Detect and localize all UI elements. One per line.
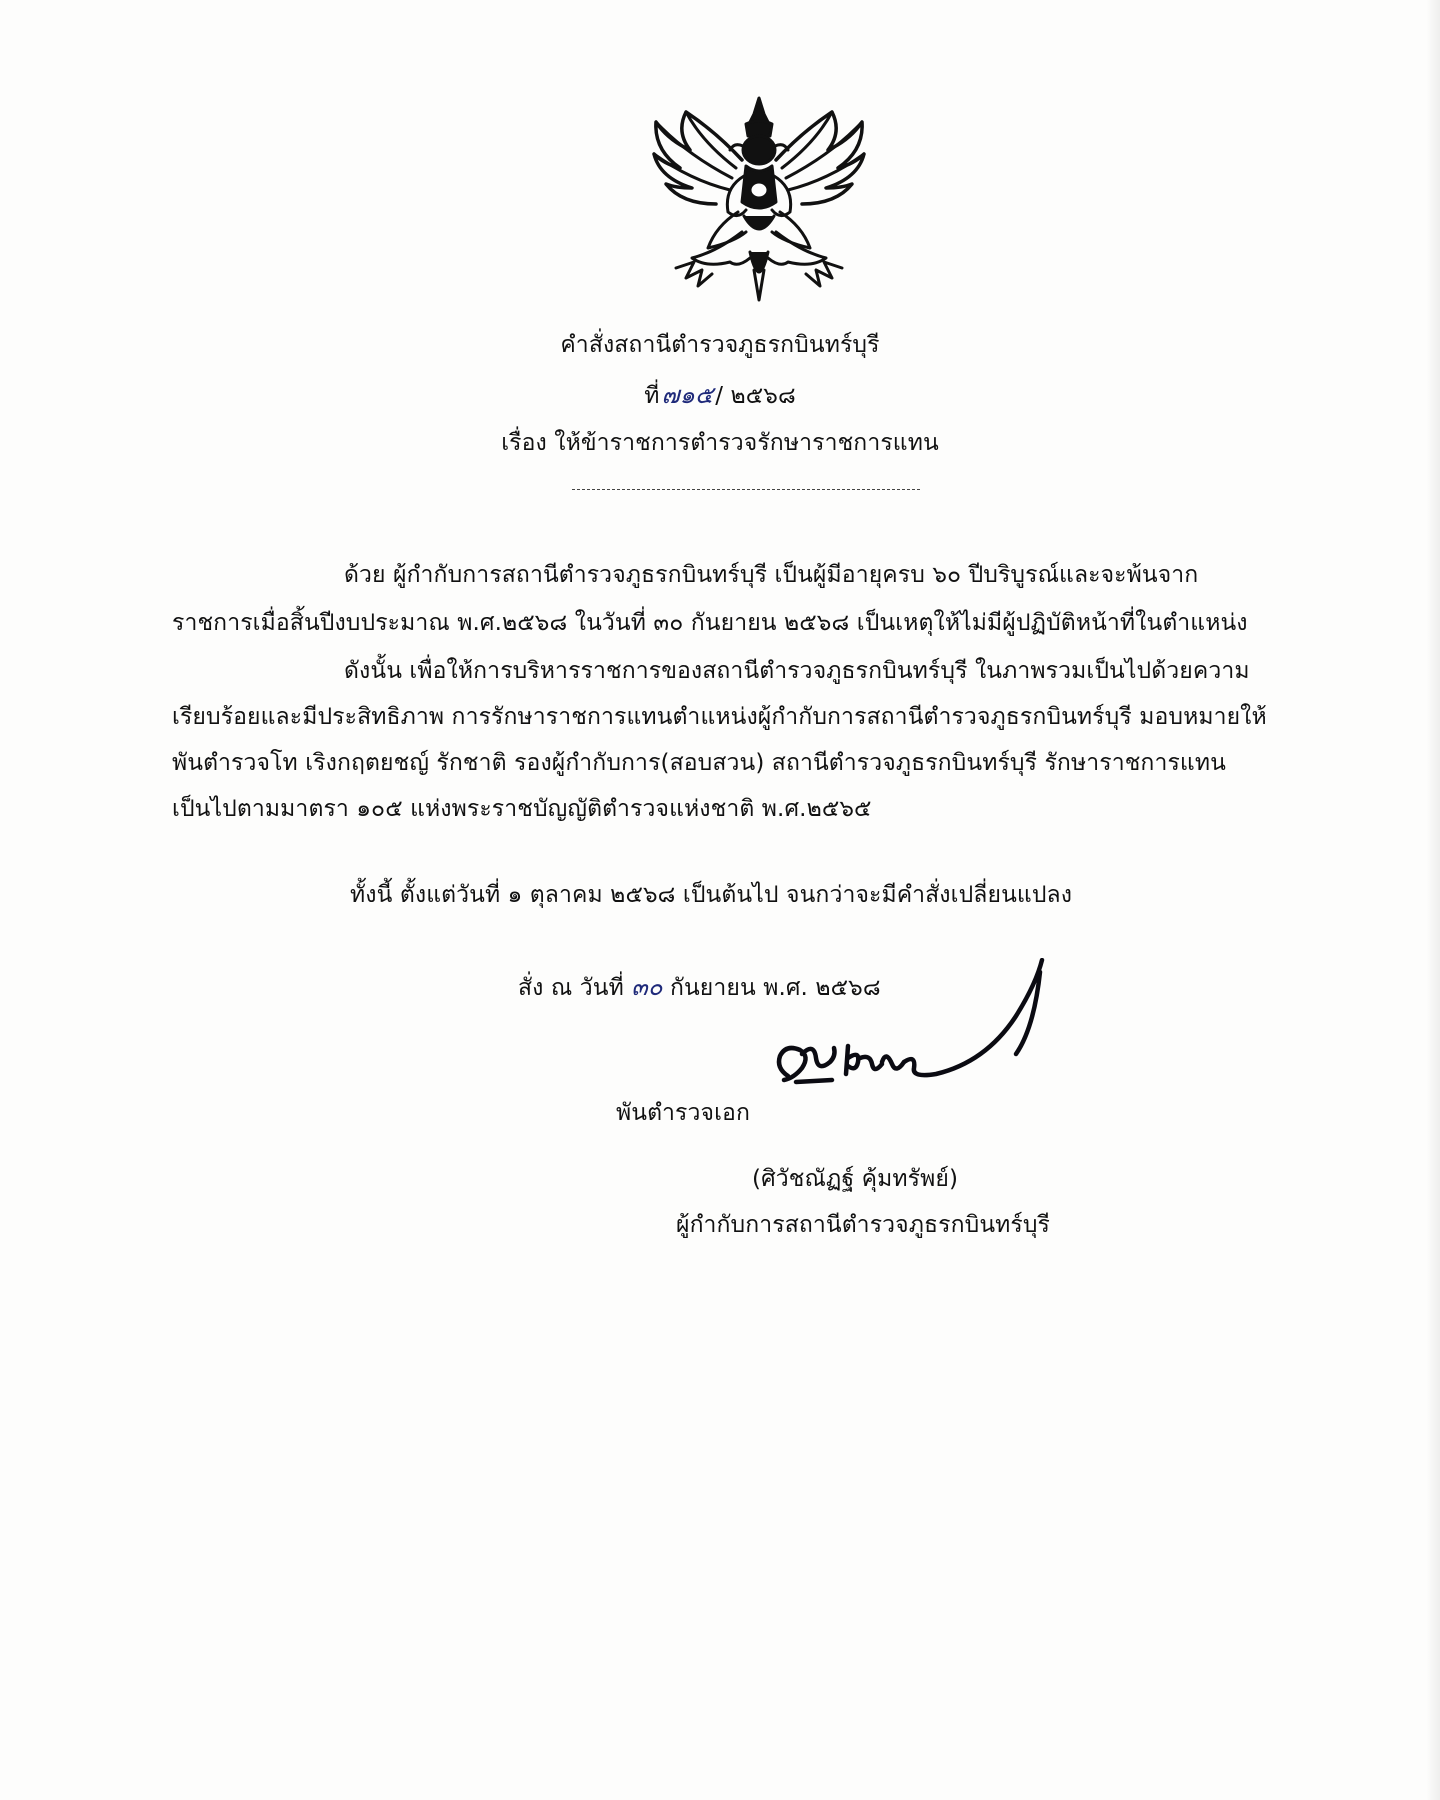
body-paragraph-2-line-1: ดังนั้น เพื่อให้การบริหารราชการของสถานีตำรวจภูธรกบินทร์บุรี ในภาพรวมเป็นไปด้วยความ (344, 658, 1250, 684)
body-paragraph-3-line-1: ทั้งนี้ ตั้งแต่วันที่ ๑ ตุลาคม ๒๕๖๘ เป็นต้นไป จนกว่าจะมีคำสั่งเปลี่ยนแปลง (350, 882, 1073, 908)
order-subject: เรื่อง ให้ข้าราชการตำรวจรักษาราชการแทน (501, 430, 939, 456)
order-number (0, 380, 1440, 411)
page-edge-shadow (1426, 0, 1440, 1800)
signature-handwritten (736, 958, 1056, 1108)
order-number-handwritten: ๗๑๕ (661, 381, 714, 409)
body-paragraph-2-line-3: พันตำรวจโท เริงกฤตยชญ์ รักชาติ รองผู้กำกับการ(สอบสวน) สถานีตำรวจภูธรกบินทร์บุรี รักษาราชการแทน (172, 750, 1226, 776)
order-date-prefix: สั่ง ณ วันที่ (518, 975, 624, 1001)
body-paragraph-2-line-4: เป็นไปตามมาตรา ๑๐๕ แห่งพระราชบัญญัติตำรวจแห่งชาติ พ.ศ.๒๕๖๕ (172, 796, 872, 822)
signer-name: (ศิวัชณัฏฐ์ คุ้มทรัพย์) (752, 1166, 959, 1192)
order-date-suffix: กันยายน พ.ศ. ๒๕๖๘ (669, 975, 881, 1001)
order-number-suffix: / ๒๕๖๘ (715, 383, 796, 409)
body-paragraph-1-line-2: ราชการเมื่อสิ้นปีงบประมาณ พ.ศ.๒๕๖๘ ในวันที่ ๓๐ กันยายน ๒๕๖๘ เป็นเหตุให้ไม่มีผู้ปฏิบัติหน้าที่ในตำแหน่ง (172, 610, 1248, 636)
body-paragraph-2-line-2: เรียบร้อยและมีประสิทธิภาพ การรักษาราชการแทนตำแหน่งผู้กำกับการสถานีตำรวจภูธรกบินทร์บุรี มอบหมายให้ (172, 704, 1267, 730)
order-title: คำสั่งสถานีตำรวจภูธรกบินทร์บุรี (560, 332, 880, 358)
signer-position: ผู้กำกับการสถานีตำรวจภูธรกบินทร์บุรี (676, 1212, 1051, 1238)
signer-rank: พันตำรวจเอก (616, 1100, 750, 1126)
garuda-emblem-icon (646, 92, 872, 306)
order-number-prefix: ที่ (644, 383, 660, 409)
header-divider (572, 489, 920, 490)
order-date-day-handwritten: ๓๐ (631, 973, 663, 1001)
body-paragraph-1-line-1: ด้วย ผู้กำกับการสถานีตำรวจภูธรกบินทร์บุรี เป็นผู้มีอายุครบ ๖๐ ปีบริบูรณ์และจะพ้นจาก (344, 562, 1199, 588)
